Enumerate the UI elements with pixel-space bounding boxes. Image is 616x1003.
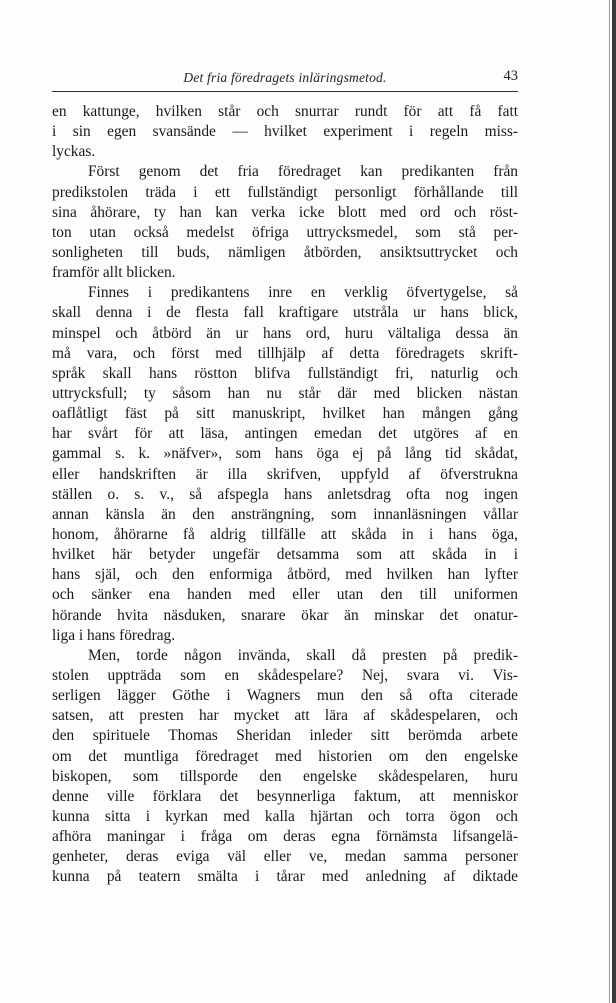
text-line: oaflåtligt fäst på sitt manuskript, hvilket han mången gång bbox=[52, 405, 518, 423]
text-line: denne ville förklara det besynnerliga faktum, att menniskor bbox=[52, 787, 518, 805]
text-line: satsen, att presten har mycket att lära af skådespelaren, och bbox=[52, 707, 518, 725]
text-line: har svårt för att läsa, antingen emedan det utgöres af en bbox=[52, 425, 518, 443]
text-line: sina åhörare, ty han kan verka icke blott med ord och röst- bbox=[52, 203, 518, 221]
text-line: liga i hans föredrag. bbox=[52, 626, 176, 644]
text-line: kunna på teatern smälta i tårar med anledning af diktade bbox=[52, 868, 518, 886]
text-line: lyckas. bbox=[52, 143, 96, 161]
running-head: Det fria föredragets inläringsmetod. bbox=[183, 70, 387, 85]
text-line: Finnes i predikantens inre en verklig öfvertygelse, så bbox=[88, 284, 518, 302]
text-line: ton utan också medelst öfriga uttrycksmedel, som stå per- bbox=[52, 223, 518, 241]
text-line: afhöra maningar i fråga om deras egna förnämsta lifsangelä- bbox=[52, 828, 518, 846]
text-line: genheter, deras eviga väl eller ve, medan samma personer bbox=[52, 848, 518, 866]
text-line: sonligheten till buds, nämligen åtbörden, ansiktsuttrycket och bbox=[52, 243, 518, 261]
text-line: stolen uppträda som en skådespelare? Nej, svara vi. Vis- bbox=[52, 666, 518, 684]
text-line: uttrycksfull; ty såsom han nu står där med blicken nästan bbox=[52, 384, 518, 402]
text-line: ställen o. s. v., så afspegla hans anletsdrag ofta nog ingen bbox=[52, 485, 518, 503]
page-number: 43 bbox=[503, 68, 518, 84]
text-line: minspel och åtbörd än ur hans ord, huru vältaliga dessa än bbox=[52, 324, 518, 342]
text-line: serligen lägger Göthe i Wagners mun den så ofta citerade bbox=[52, 687, 518, 705]
text-line: den spirituele Thomas Sheridan inleder sitt berömda arbete bbox=[52, 727, 518, 745]
page-edge-shadow bbox=[609, 0, 610, 1003]
text-line: hörande hvita näsduken, snarare ökar än minskar det onatur- bbox=[52, 606, 518, 624]
text-line: hans själ, och den enformiga åtbörd, med hvilken han lyfter bbox=[52, 566, 518, 584]
text-line: annan känsla än den ansträngning, som innanläsningen vållar bbox=[52, 505, 518, 523]
text-line: framför allt blicken. bbox=[52, 264, 176, 282]
text-line: gammal s. k. »näfver», som hans öga ej på lång tid skådat, bbox=[52, 445, 518, 463]
page-header bbox=[52, 66, 518, 88]
text-line: må vara, och först med tillhjälp af detta föredragets skrift- bbox=[52, 344, 518, 362]
body-text bbox=[52, 102, 518, 887]
text-line: om det muntliga föredraget med historien om den engelske bbox=[52, 747, 518, 765]
text-line: hvilket här betyder ungefär detsamma som att skåda in i bbox=[52, 546, 518, 564]
text-line: kunna sitta i kyrkan med kalla hjärtan och torra ögon och bbox=[52, 807, 518, 825]
text-line: en kattunge, hvilken står och snurrar rundt för att få fatt bbox=[52, 103, 518, 120]
text-line: i sin egen svansände — hvilket experiment i regeln miss- bbox=[52, 123, 518, 141]
header-rule bbox=[52, 91, 518, 92]
text-line: språk skall hans röstton blifva fullständigt fri, naturlig och bbox=[52, 364, 518, 382]
text-line: honom, åhörarne få aldrig tillfälle att skåda in i hans öga, bbox=[52, 525, 518, 543]
text-line: skall denna i de flesta fall kraftigare utstråla ur hans blick, bbox=[52, 304, 518, 322]
text-line: biskopen, som tillsporde den engelske skådespelaren, huru bbox=[52, 767, 518, 785]
page-edge bbox=[612, 0, 616, 1003]
text-line: predikstolen träda i ett fullständigt personligt förhållande till bbox=[52, 183, 518, 201]
text-line: och sänker ena handen med eller utan den till uniformen bbox=[52, 586, 518, 604]
text-line: Men, torde någon invända, skall då presten på predik- bbox=[88, 646, 518, 664]
text-line: eller handskriften är illa skrifven, uppfyld af öfverstrukna bbox=[52, 465, 518, 483]
text-line: Först genom det fria föredraget kan predikanten från bbox=[88, 163, 518, 181]
